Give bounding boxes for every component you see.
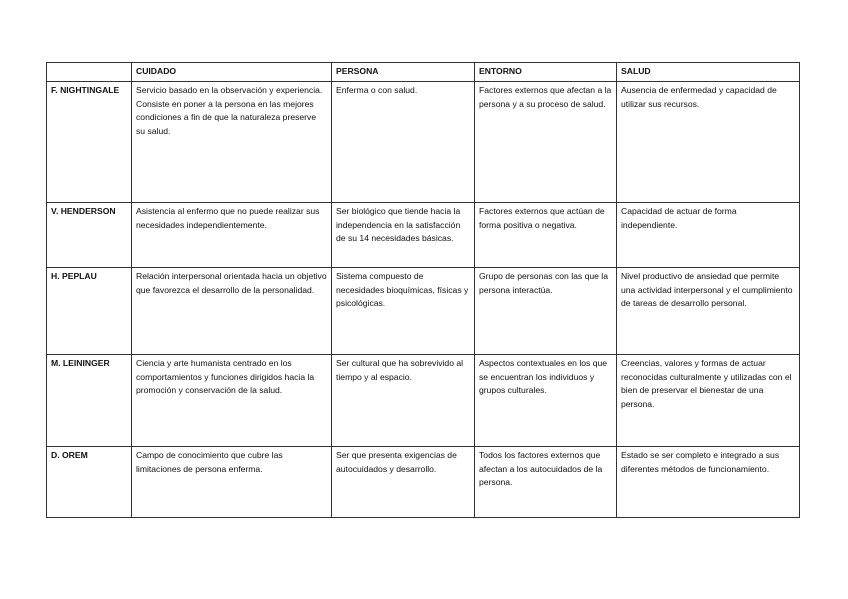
salud-cell: Creencias, valores y formas de actuar reconocidas culturalmente y utilizadas con el bien de preservar el bienestar de una persona. [617,354,800,446]
theorist-cell: D. OREM [47,446,132,517]
table-row [47,446,800,517]
table-row [47,81,800,202]
header-corner [47,63,132,82]
cuidado-cell: Asistencia al enfermo que no puede realizar sus necesidades independientemente. [132,202,332,267]
cuidado-cell: Servicio basado en la observación y experiencia. Consiste en poner a la persona en las mejores condiciones a fin de que la naturaleza preserve su salud. [132,81,332,202]
theorist-cell: F. NIGHTINGALE [47,81,132,202]
theorist-cell: V. HENDERSON [47,202,132,267]
header-persona: PERSONA [332,63,475,82]
header-cuidado: CUIDADO [132,63,332,82]
persona-cell: Ser cultural que ha sobrevivido al tiempo y al espacio. [332,354,475,446]
salud-cell: Nivel productivo de ansiedad que permite una actividad interpersonal y el cumplimiento de tareas de desarrollo personal. [617,267,800,354]
header-entorno: ENTORNO [475,63,617,82]
entorno-cell: Grupo de personas con las que la persona interactúa. [475,267,617,354]
table-row [47,202,800,267]
cuidado-cell: Ciencia y arte humanista centrado en los comportamientos y funciones dirigidos hacia la promoción y conservación de la salud. [132,354,332,446]
salud-cell: Estado se ser completo e integrado a sus diferentes métodos de funcionamiento. [617,446,800,517]
cuidado-cell: Relación interpersonal orientada hacia un objetivo que favorezca el desarrollo de la personalidad. [132,267,332,354]
theorist-cell: H. PEPLAU [47,267,132,354]
persona-cell: Ser biológico que tiende hacia la independencia en la satisfacción de su 14 necesidades básicas. [332,202,475,267]
persona-cell: Ser que presenta exigencias de autocuidados y desarrollo. [332,446,475,517]
salud-cell: Ausencia de enfermedad y capacidad de utilizar sus recursos. [617,81,800,202]
entorno-cell: Todos los factores externos que afectan a los autocuidados de la persona. [475,446,617,517]
salud-cell: Capacidad de actuar de forma independiente. [617,202,800,267]
table-row [47,354,800,446]
entorno-cell: Factores externos que actúan de forma positiva o negativa. [475,202,617,267]
header-salud: SALUD [617,63,800,82]
table-header-row [47,63,800,82]
entorno-cell: Factores externos que afectan a la persona y a su proceso de salud. [475,81,617,202]
persona-cell: Sistema compuesto de necesidades bioquímicas, físicas y psicológicas. [332,267,475,354]
table-row [47,267,800,354]
cuidado-cell: Campo de conocimiento que cubre las limitaciones de persona enferma. [132,446,332,517]
entorno-cell: Aspectos contextuales en los que se encuentran los individuos y grupos culturales. [475,354,617,446]
nursing-theories-table [46,62,800,518]
theorist-cell: M. LEININGER [47,354,132,446]
persona-cell: Enferma o con salud. [332,81,475,202]
